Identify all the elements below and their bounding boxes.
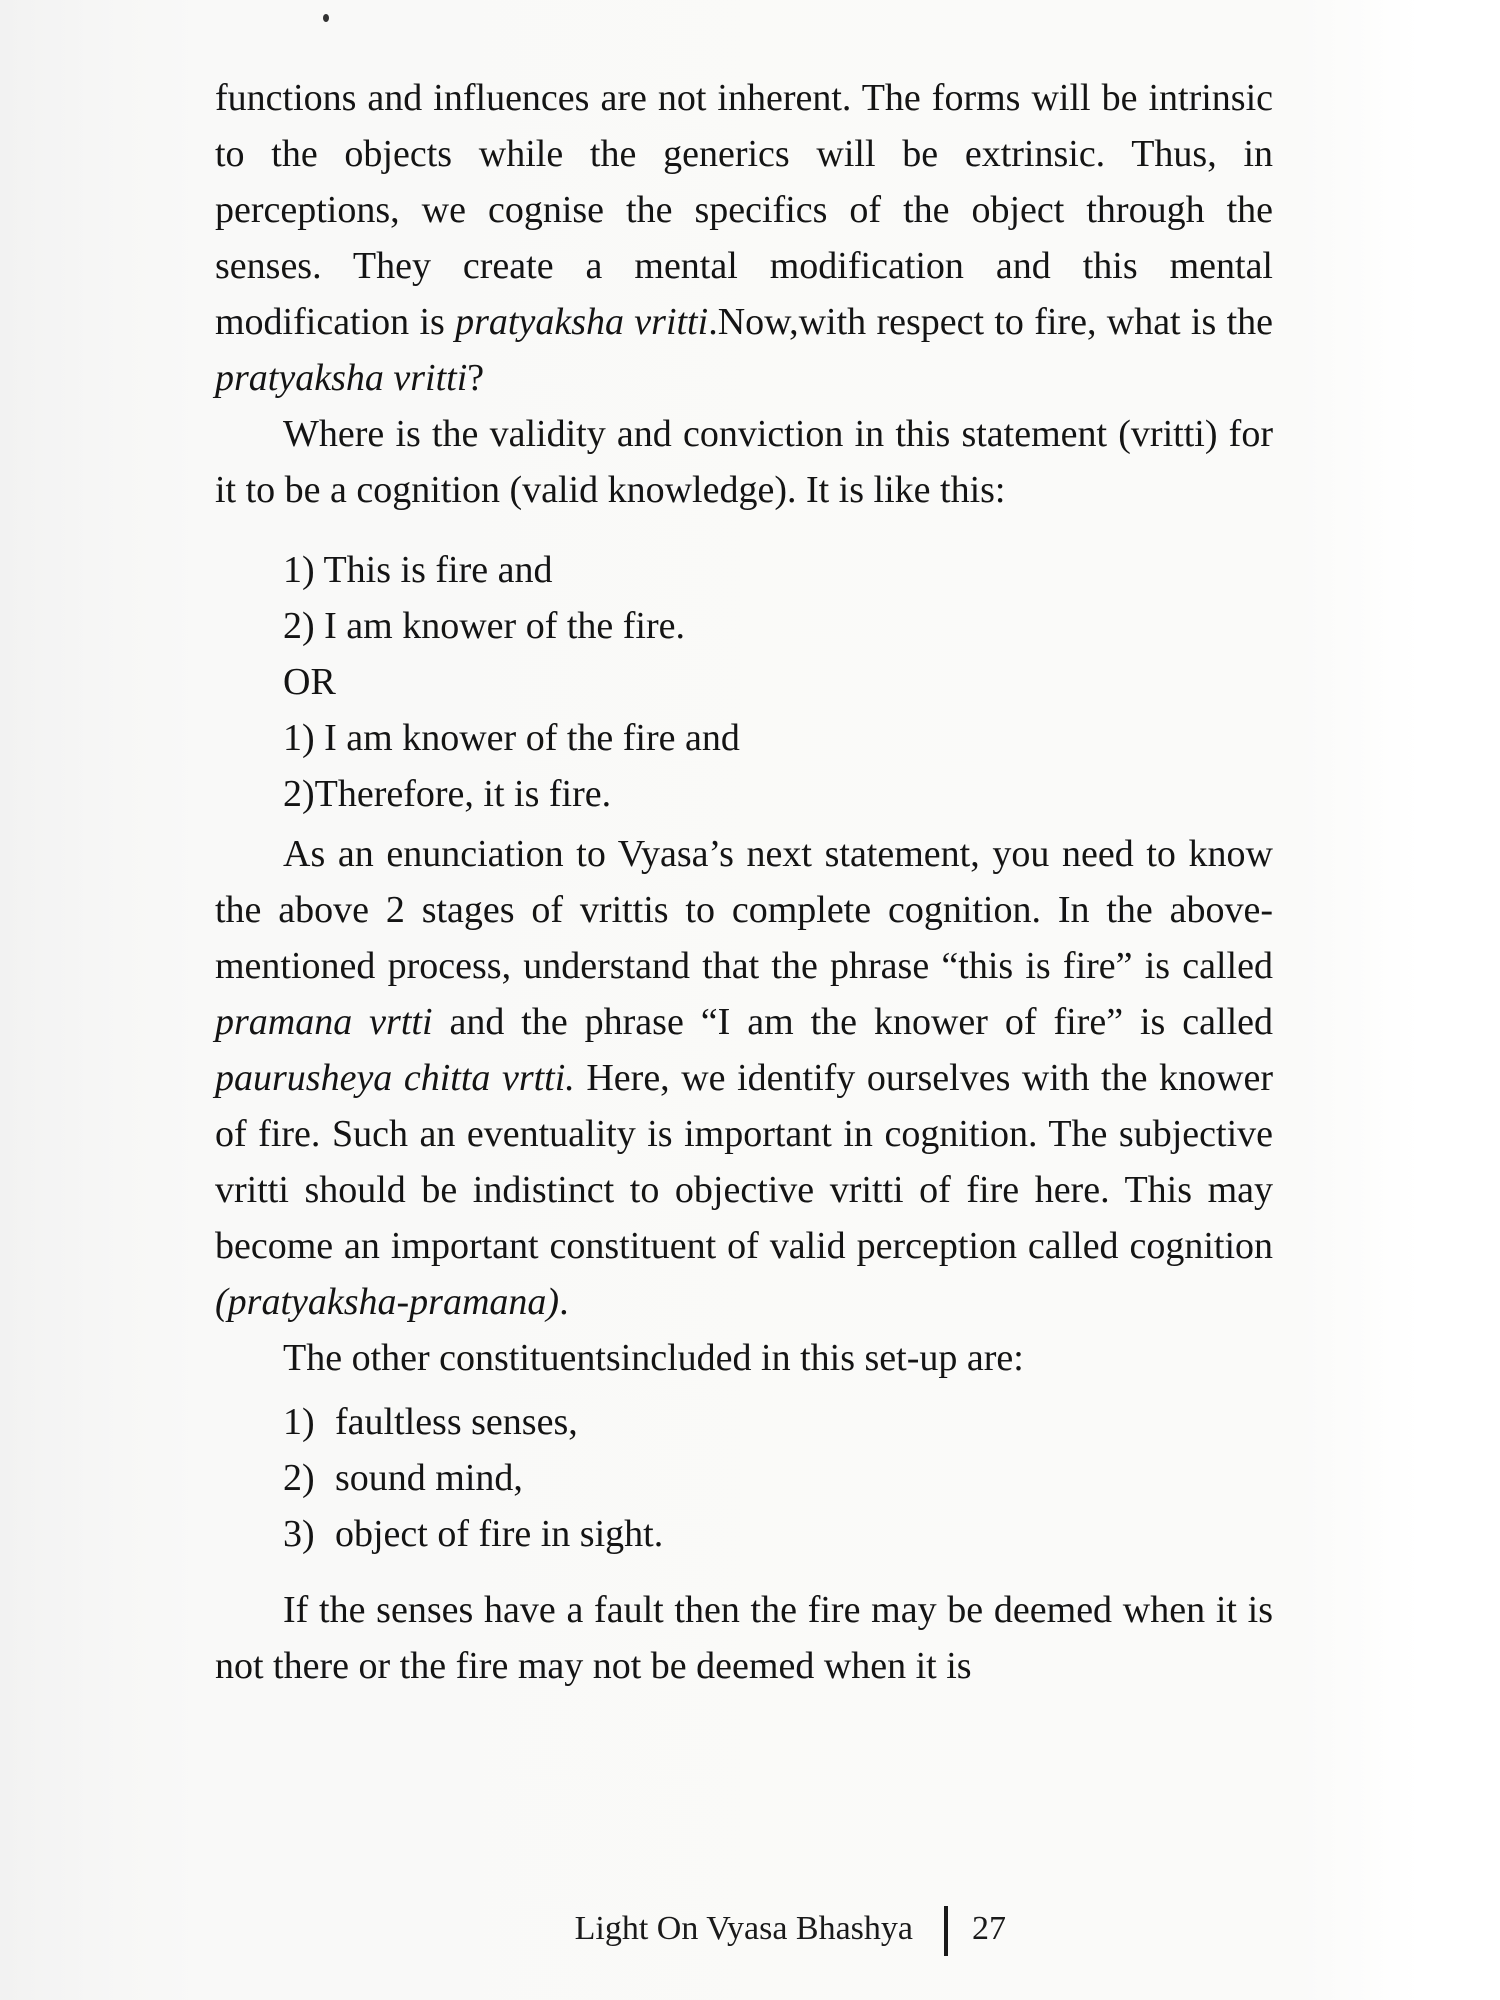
list-item: 2) I am knower of the fire. [283,605,686,647]
constituents-list [215,1394,1273,1562]
paragraph-3-text: As an enunciation to Vyasa’s next statement, you need to know the above 2 stages of vrittis to complete cognition. In the above-mentioned process, understand that the phrase “this is fire” is called [215,833,1273,987]
list-item: 1) I am knower of the fire and [283,717,740,759]
list-text: sound mind, [335,1457,523,1499]
running-title: Light On Vyasa Bhashya [574,1910,913,1947]
page-number: 27 [972,1910,1006,1947]
print-speck [323,14,329,22]
list-text: object of fire in sight. [335,1513,664,1555]
or-separator: OR [283,661,336,703]
list-text: faultless senses, [335,1401,578,1443]
footer-divider [944,1906,948,1956]
list-item: 1) This is fire and [283,549,553,591]
term-pramana-vrtti: pramana vrtti [215,1001,433,1043]
list-item [283,1394,1273,1450]
list-item [283,1450,1273,1506]
term-pratyaksha-pramana: (pratyaksha-pramana) [215,1281,560,1323]
paragraph-3-text-4: . [559,1281,569,1323]
paragraph-4: The other constituentsincluded in this set-up are: [283,1337,1024,1379]
paragraph-3-text-2: and the phrase “I am the knower of fire” is called [432,1001,1274,1043]
paragraph-1-text: functions and influences are not inherent. The forms will be intrinsic to the objects while the generics will be extrinsic. Thus, in perceptions, we cognise the specifics of the object through the senses. They create a mental modification and this mental modification is [215,77,1273,343]
term-paurusheya-chitta-vrtti: paurusheya chitta vrtti. [215,1057,575,1099]
list-item: 2)Therefore, it is fire. [283,773,612,815]
list-number: 1) [283,1401,315,1443]
paragraph-2: Where is the validity and conviction in this statement (vritti) for it to be a cognition (valid knowledge). It is like this: [215,413,1273,511]
page-body [215,70,1273,1694]
list-number: 2) [283,1457,315,1499]
list-number: 3) [283,1513,315,1555]
paragraph-3 [215,826,1273,1330]
paragraph-1-text-3: ? [467,357,485,399]
term-pratyaksha-vritti-2: pratyaksha vritti [215,357,468,399]
paragraph-1 [215,70,1273,406]
paragraph-1-text-2: .Now,with respect to fire, what is the [708,301,1273,343]
paragraph-3-text-3: Here, we identify ourselves with the knower of fire. Such an eventuality is important in cognition. The subjective vritti should be indistinct to objective vritti of fire here. This may become an important constituent of valid perception called cognition [215,1057,1273,1267]
list-item [283,1506,1273,1562]
stages-list [215,542,1273,822]
paragraph-5: If the senses have a fault then the fire may be deemed when it is not there or the fire may not be deemed when it is [215,1589,1273,1687]
term-pratyaksha-vritti: pratyaksha vritti [455,301,709,343]
